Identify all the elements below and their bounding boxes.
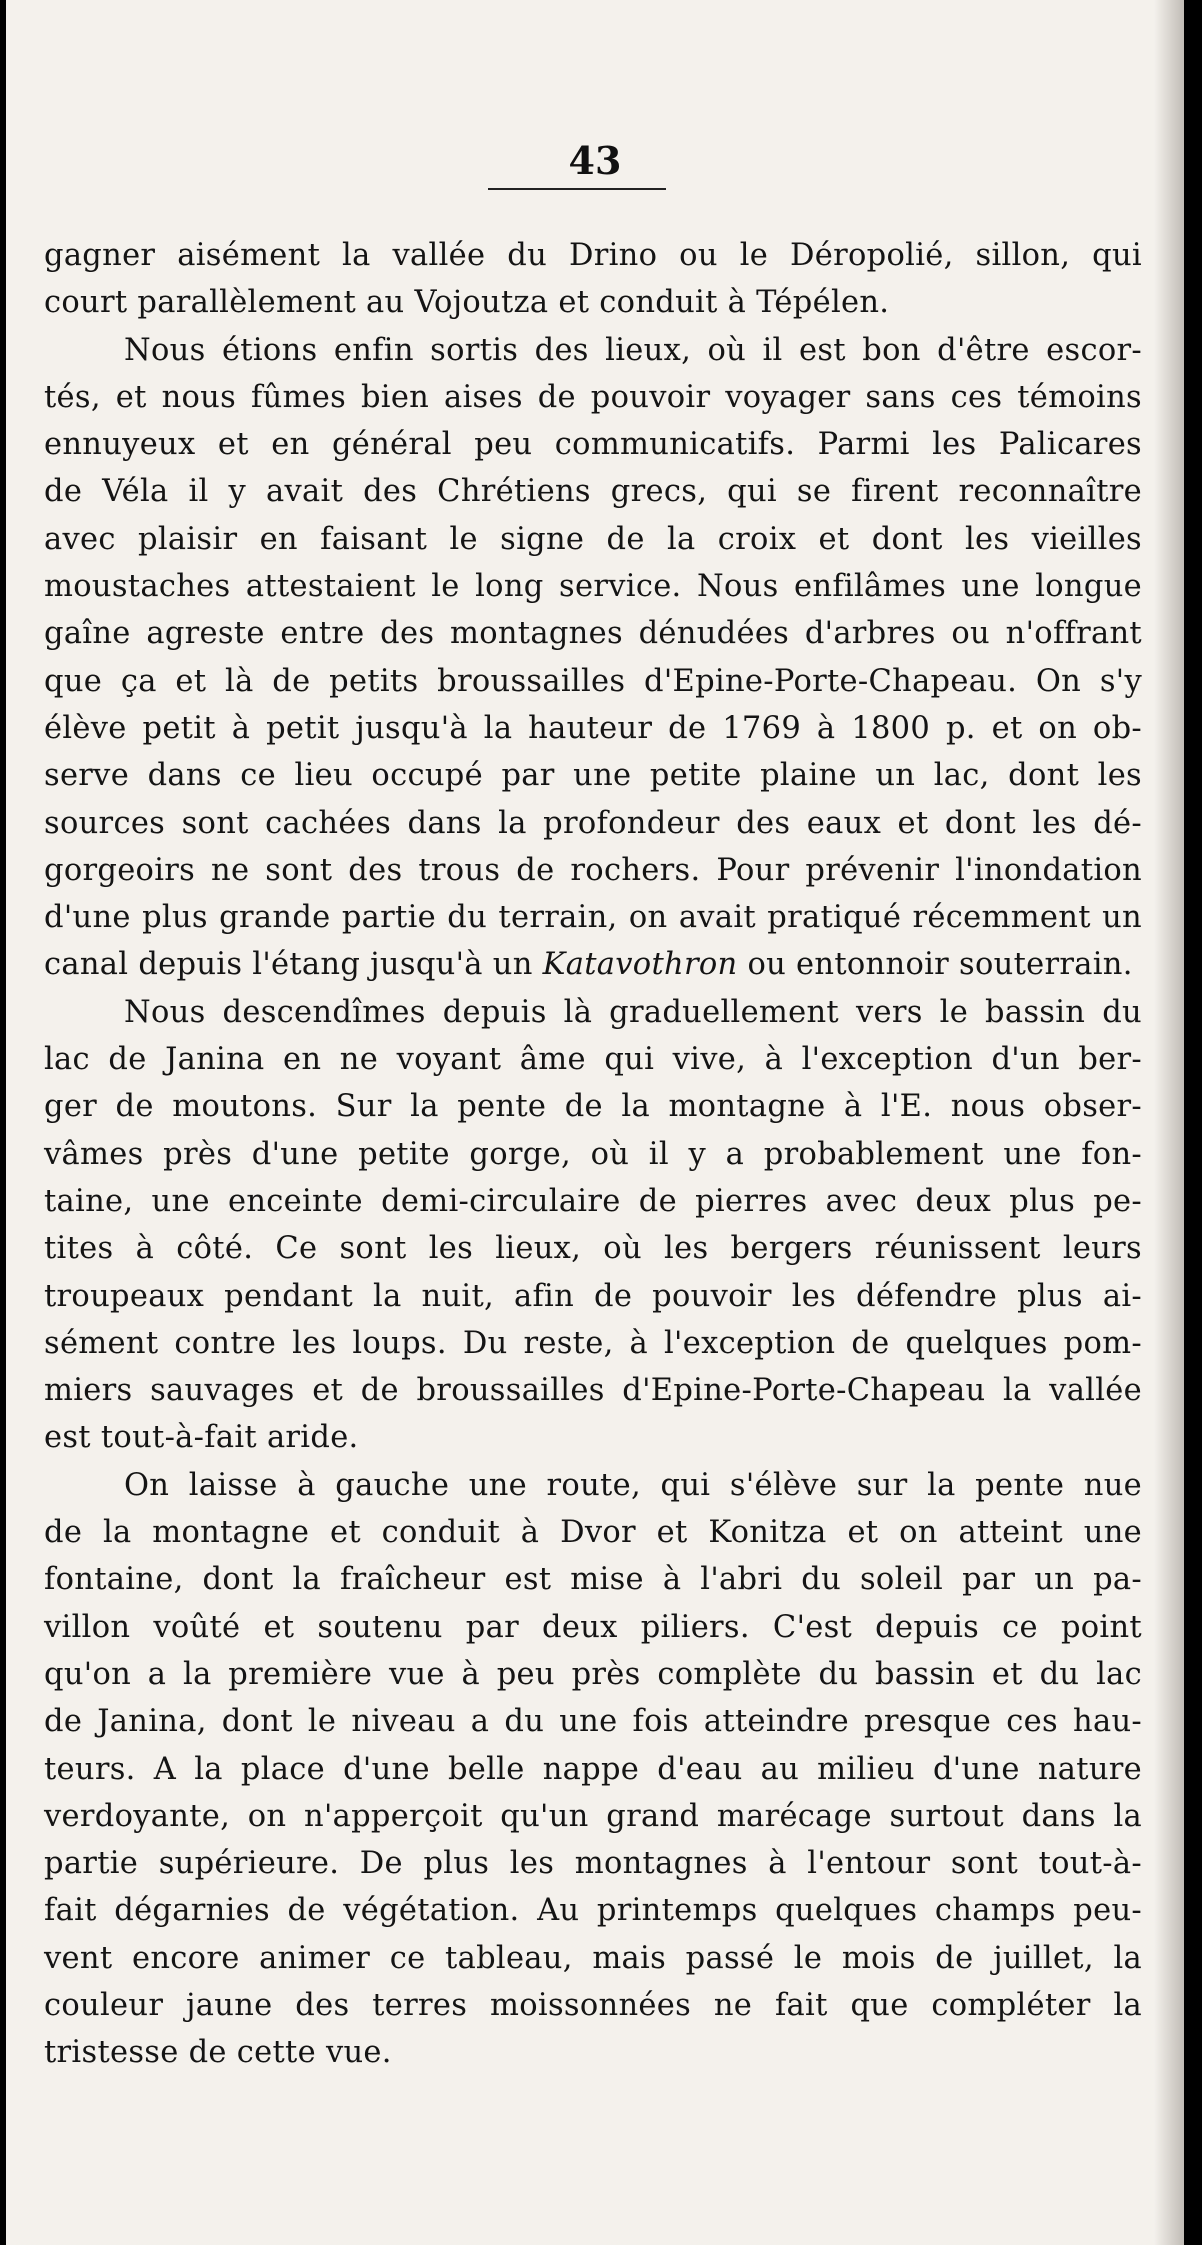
- text-line: serve dans ce lieu occupé par une petite plaine un lac, dont les: [44, 758, 1142, 794]
- text-line: que ça et là de petits broussailles d'Epine-Porte-Chapeau. On s'y: [44, 663, 1142, 699]
- text-line: miers sauvages et de broussailles d'Epine-Porte-Chapeau la vallée: [44, 1373, 1142, 1409]
- paragraph: [44, 989, 1142, 1462]
- text-line: gagner aisément la vallée du Drino ou le Déropolié, sillon, qui: [44, 238, 1142, 273]
- text-line: couleur jaune des terres moissonnées ne fait que compléter la: [44, 1987, 1142, 2023]
- text-line: vent encore animer ce tableau, mais passé le mois de juillet, la: [44, 1940, 1142, 1976]
- text-line: avec plaisir en faisant le signe de la croix et dont les vieilles: [44, 521, 1142, 557]
- text-line: de Janina, dont le niveau a du une fois atteindre presque ces hau-: [44, 1704, 1142, 1740]
- text-line: lac de Janina en ne voyant âme qui vive, à l'exception d'un ber-: [44, 1042, 1142, 1078]
- text-line: fait dégarnies de végétation. Au printemps quelques champs peu-: [44, 1893, 1142, 1929]
- text-line: moustaches attestaient le long service. Nous enfilâmes une longue: [44, 569, 1142, 605]
- paragraph: [44, 1462, 1142, 2077]
- text-line: On laisse à gauche une route, qui s'élève sur la pente nue: [124, 1467, 1142, 1503]
- text-line: de Véla il y avait des Chrétiens grecs, qui se firent reconnaître: [44, 474, 1142, 510]
- text-line: est tout-à-fait aride.: [44, 1420, 359, 1456]
- text-line: sément contre les loups. Du reste, à l'exception de quelques pom-: [44, 1325, 1142, 1361]
- text-line: [44, 941, 1142, 988]
- text-line: villon voûté et soutenu par deux piliers. C'est depuis ce point: [44, 1609, 1142, 1645]
- text-line: ennuyeux et en général peu communicatifs. Parmi les Palicares: [44, 427, 1142, 463]
- italic-term: Katavothron: [542, 947, 738, 983]
- header-rule: [488, 188, 666, 190]
- text-line: vâmes près d'une petite gorge, où il y a probablement une fon-: [44, 1136, 1142, 1172]
- paragraph: [44, 232, 1142, 327]
- text-line: ger de moutons. Sur la pente de la montagne à l'E. nous obser-: [44, 1089, 1142, 1125]
- text-line: sources sont cachées dans la profondeur des eaux et dont les dé-: [44, 805, 1142, 841]
- text-line: teurs. A la place d'une belle nappe d'eau au milieu d'une nature: [44, 1751, 1142, 1787]
- book-page: [6, 0, 1184, 2245]
- text-line: d'une plus grande partie du terrain, on avait pratiqué récemment un: [44, 900, 1142, 936]
- text-line: tites à côté. Ce sont les lieux, où les bergers réunissent leurs: [44, 1231, 1142, 1267]
- text-line: partie supérieure. De plus les montagnes à l'entour sont tout-à-: [44, 1846, 1142, 1882]
- text-line: tristesse de cette vue.: [44, 2035, 392, 2071]
- text-line: Nous descendîmes depuis là graduellement vers le bassin du: [124, 994, 1142, 1030]
- text-line: taine, une enceinte demi-circulaire de pierres avec deux plus pe-: [44, 1183, 1142, 1219]
- text-run: ou entonnoir souterrain.: [737, 947, 1133, 983]
- text-line: gorgeoirs ne sont des trous de rochers. Pour prévenir l'inondation: [44, 852, 1142, 888]
- text-line: élève petit à petit jusqu'à la hauteur de 1769 à 1800 p. et on ob-: [44, 710, 1142, 746]
- body-text: [44, 232, 1142, 2077]
- paragraph: [44, 327, 1142, 989]
- text-line: troupeaux pendant la nuit, afin de pouvoir les défendre plus ai-: [44, 1278, 1142, 1314]
- text-line: qu'on a la première vue à peu près complète du bassin et du lac: [44, 1656, 1142, 1692]
- text-line: verdoyante, on n'apperçoit qu'un grand marécage surtout dans la: [44, 1798, 1142, 1834]
- text-line: tés, et nous fûmes bien aises de pouvoir voyager sans ces témoins: [44, 379, 1142, 415]
- text-line: court parallèlement au Vojoutza et conduit à Tépélen.: [44, 285, 890, 321]
- text-line: Nous étions enfin sortis des lieux, où il est bon d'être escor-: [124, 332, 1142, 368]
- page-number: 43: [568, 138, 622, 183]
- text-line: de la montagne et conduit à Dvor et Konitza et on atteint une: [44, 1515, 1142, 1551]
- text-line: gaîne agreste entre des montagnes dénudées d'arbres ou n'offrant: [44, 616, 1142, 652]
- text-line: fontaine, dont la fraîcheur est mise à l'abri du soleil par un pa-: [44, 1562, 1142, 1598]
- text-run: canal depuis l'étang jusqu'à un: [44, 947, 543, 983]
